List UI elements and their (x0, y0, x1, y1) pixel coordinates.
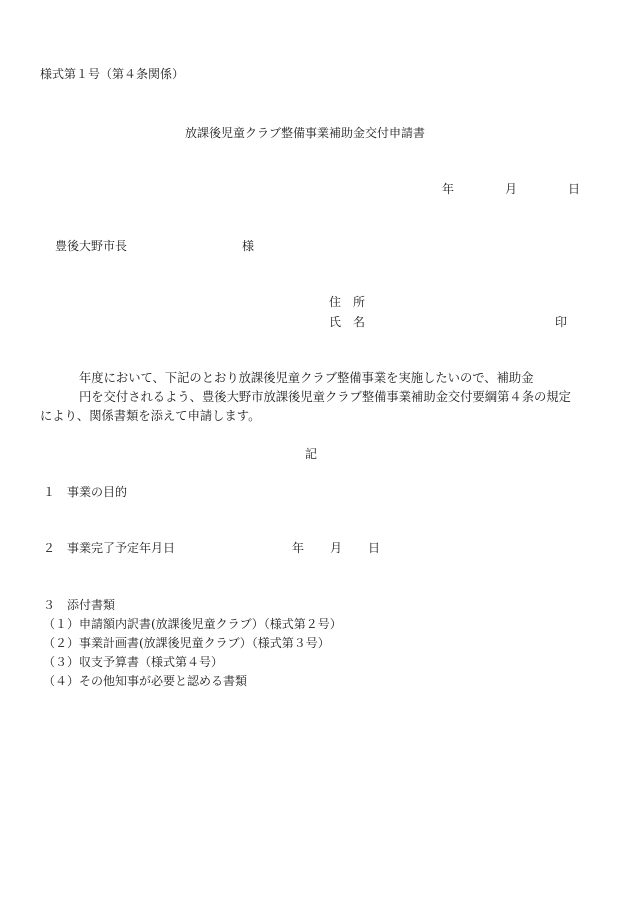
item-3: ３ 添付書類 (43, 598, 116, 612)
date-month: 月 (505, 182, 518, 196)
date-day: 日 (568, 182, 581, 196)
addressee-name: 豊後大野市長 (55, 239, 128, 253)
item-2: ２ 事業完了予定年月日 (43, 541, 176, 555)
body-line-3: により、関係書類を添えて申請します。 (40, 409, 261, 423)
date-year: 年 (442, 182, 455, 196)
body-line-2: 円を交付されるよう、豊後大野市放課後児童クラブ整備事業補助金交付要綱第４条の規定 (79, 390, 571, 404)
attachment-item: （２）事業計画書(放課後児童クラブ）（様式第３号） (43, 636, 330, 650)
attachment-item: （３）収支予算書（様式第４号） (43, 655, 224, 669)
attachment-item: （１）申請額内訳書(放課後児童クラブ）（様式第２号） (43, 617, 342, 631)
document-title: 放課後児童クラブ整備事業補助金交付申請書 (185, 126, 426, 140)
item-1: １ 事業の目的 (43, 485, 128, 499)
item-2-year: 年 (292, 541, 305, 555)
attachment-item: （４）その他知事が必要と認める書類 (43, 674, 248, 688)
body-line-1: 年度において、下記のとおり放課後児童クラブ整備事業を実施したいので、補助金 (79, 371, 534, 385)
applicant-name-label: 氏 名 (329, 315, 366, 329)
ki-heading: 記 (305, 447, 318, 461)
item-2-day: 日 (368, 541, 381, 555)
addressee-honorific: 様 (242, 239, 255, 253)
form-number: 様式第１号（第４条関係） (40, 67, 185, 81)
seal-mark: 印 (555, 315, 568, 329)
item-2-month: 月 (330, 541, 343, 555)
applicant-address-label: 住 所 (329, 295, 366, 309)
